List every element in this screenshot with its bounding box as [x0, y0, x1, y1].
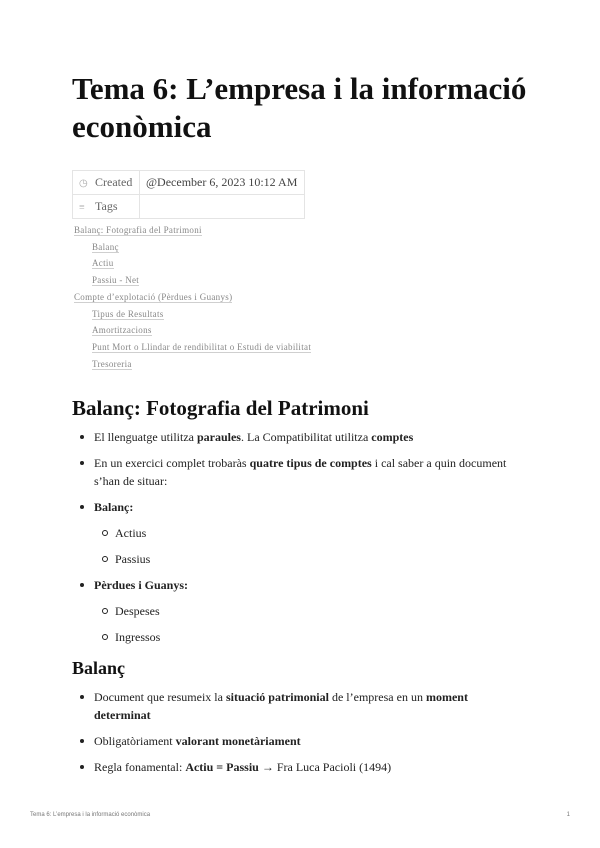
created-label: Created [95, 175, 133, 189]
bold-text: valorant monetàriament [175, 734, 301, 748]
toc-item [74, 322, 311, 339]
section-heading-balanc: Balanç [72, 658, 126, 678]
bold-text: comptes [371, 430, 414, 444]
list-item [72, 758, 522, 776]
text: → Fra Luca Pacioli (1494) [258, 760, 392, 774]
page-number: 1 [566, 812, 570, 818]
page-title: Tema 6: L’empresa i la informació econòmica [72, 71, 527, 144]
text: de l’empresa en un [328, 690, 426, 704]
sub-list-item [72, 628, 522, 646]
toc-link[interactable]: Passiu - Net [92, 275, 140, 286]
sub-list-item [72, 550, 522, 568]
bold-text: Actiu = Passiu [185, 760, 259, 774]
text: Obligatòriament [94, 734, 176, 748]
hollow-bullet-icon [102, 556, 108, 562]
toc-link[interactable]: Balanç [92, 241, 119, 252]
hollow-bullet-icon [102, 634, 108, 640]
text: Document que resumeix la [94, 690, 226, 704]
tags-label: Tags [95, 199, 118, 213]
toc-item [74, 272, 311, 289]
bold-text: paraules [196, 430, 241, 444]
hollow-bullet-icon [102, 530, 108, 536]
bold-text: moment determinat [94, 690, 468, 722]
bold-text: quatre tipus de comptes [249, 456, 372, 470]
bullet-list [72, 428, 522, 654]
text: Ingressos [115, 630, 161, 644]
text: En un exercici complet trobaràs [94, 456, 250, 470]
toc-link[interactable]: Actiu [92, 258, 114, 269]
text: Regla fonamental: [94, 760, 186, 774]
bold-text: Balanç: [94, 500, 134, 514]
toc-item [74, 255, 311, 272]
bullet-icon [80, 739, 84, 743]
bullet-icon [80, 435, 84, 439]
bullet-icon [80, 505, 84, 509]
text: i cal saber a quin document s’han de situar: [94, 456, 507, 488]
sub-list-item [72, 602, 522, 620]
list-icon: ≡ [79, 202, 85, 213]
list-item [72, 498, 522, 516]
list-item [72, 454, 522, 490]
list-item [72, 428, 522, 446]
text: Despeses [115, 604, 160, 618]
section-heading-balanc-fotografia: Balanç: Fotografia del Patrimoni [72, 396, 369, 420]
bold-text: situació patrimonial [225, 690, 329, 704]
properties-table [72, 170, 305, 219]
text: . La Compatibilitat utilitza [240, 430, 372, 444]
bullet-list [72, 688, 522, 784]
toc-item [74, 356, 311, 373]
created-value: @December 6, 2023 10:12 AM [140, 171, 305, 195]
text: El llenguatge utilitza [94, 430, 197, 444]
bullet-icon [80, 583, 84, 587]
toc-item [74, 306, 311, 323]
list-item [72, 688, 522, 724]
bold-text: Pèrdues i Guanys: [94, 578, 189, 592]
property-row-created [73, 171, 305, 195]
text: Passius [115, 552, 151, 566]
toc-link[interactable]: Tresoreria [92, 358, 132, 369]
bullet-icon [80, 765, 84, 769]
toc-item [74, 339, 311, 356]
toc-item [74, 289, 311, 306]
toc-link[interactable]: Punt Mort o Llindar de rendibilitat o Estudi de viabilitat [92, 341, 312, 352]
footer-title: Tema 6: L’empresa i la informació econòmica [30, 812, 151, 818]
property-key-tags [73, 195, 140, 219]
toc-link[interactable]: Amortitzacions [92, 325, 152, 336]
list-item [72, 732, 522, 750]
bullet-icon [80, 695, 84, 699]
toc-item [74, 222, 311, 239]
sub-list-item [72, 524, 522, 542]
toc-link[interactable]: Tipus de Resultats [92, 308, 164, 319]
property-row-tags [73, 195, 305, 219]
list-item [72, 576, 522, 594]
hollow-bullet-icon [102, 608, 108, 614]
toc-link[interactable]: Compte d’explotació (Pèrdues i Guanys) [74, 291, 233, 302]
clock-icon: ◷ [79, 178, 88, 189]
text: Actius [115, 526, 147, 540]
table-of-contents [74, 222, 311, 372]
bullet-icon [80, 461, 84, 465]
tags-value [140, 195, 305, 219]
toc-item [74, 239, 311, 256]
page-footer [30, 812, 570, 818]
toc-link[interactable]: Balanç: Fotografia del Patrimoni [74, 225, 202, 235]
property-key-created [73, 171, 140, 195]
